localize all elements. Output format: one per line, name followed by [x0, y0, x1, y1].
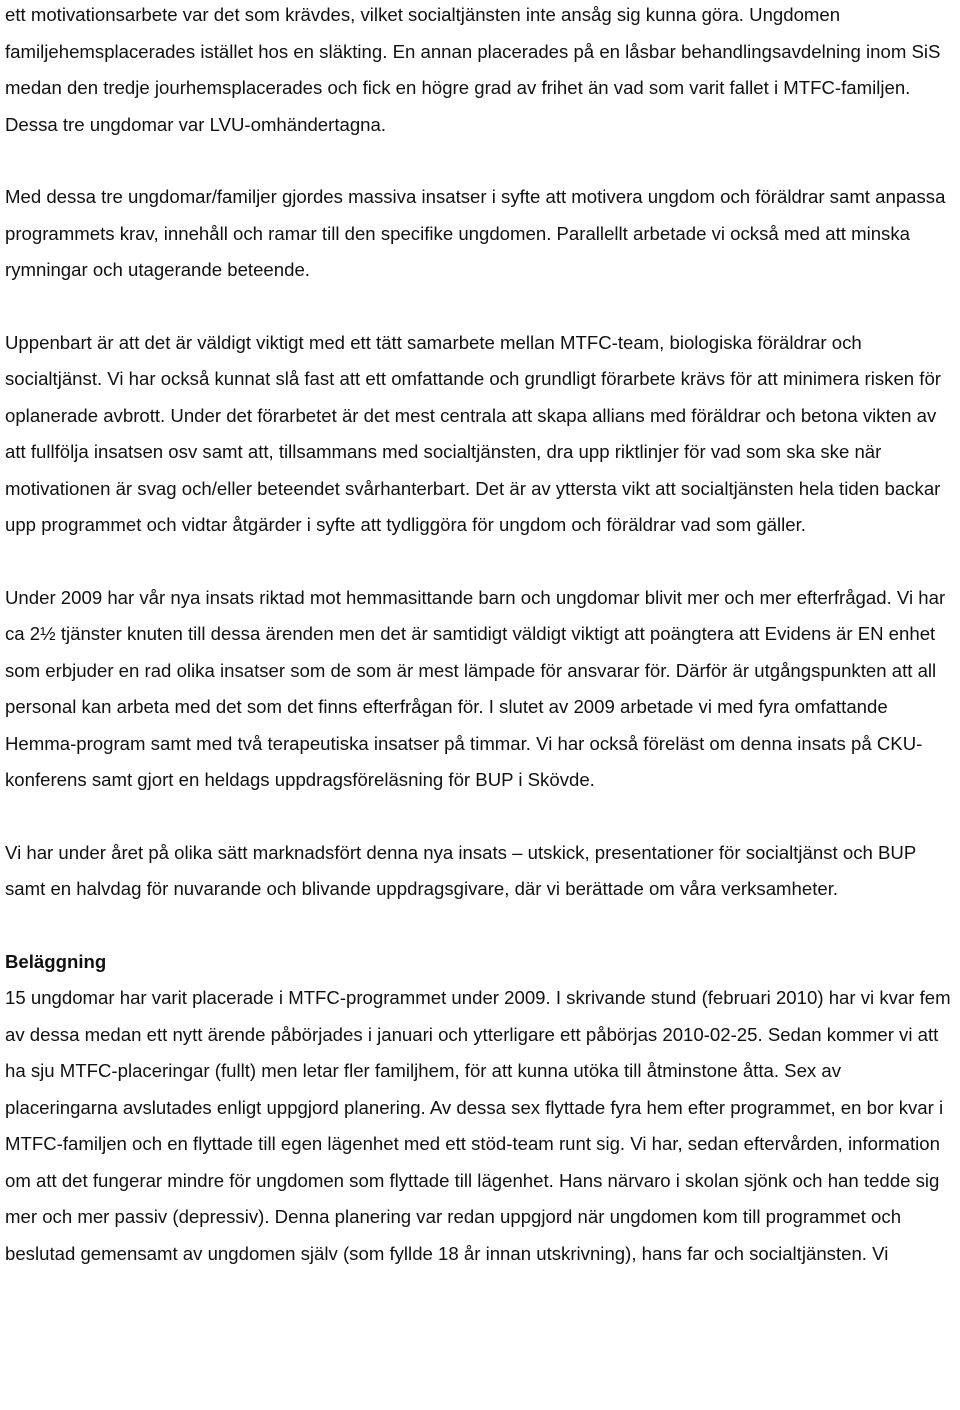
paragraph-cooperation: Uppenbart är att det är väldigt viktigt med ett tätt samarbete mellan MTFC-team, biologiska föräldrar och socialtjänst. Vi har också kunnat slå fast att ett omfattande och grundligt förarbete krävs för att minimera risken för oplanerade avbrott. Under det förarbetet är det mest centrala att skapa allians med föräldrar och betona vikten av att fullfölja insatsen osv samt att, tillsammans med socialtjänsten, dra upp riktlinjer för vad som ska ske när motivationen är svag och/eller beteendet svårhanterbart. Det är av yttersta vikt att socialtjänsten hela tiden backar upp programmet och vidtar åtgärder i syfte att tydliggöra för ungdom och föräldrar vad som gäller. — [5, 331, 941, 535]
paragraph-occupancy: 15 ungdomar har varit placerade i MTFC-programmet under 2009. I skrivande stund (februari 2010) har vi kvar fem av dessa medan ett nytt ärende påbörjades i januari och ytterligare ett påbörjas 2010-02-25. Sedan kommer vi att ha sju MTFC-placeringar (fullt) men letar fler familjhem, för att kunna utöka till åtminstone åtta. Sex av placeringarna avslutades enligt uppgjord planering. Av dessa sex flyttade fyra hem efter programmet, en bor kvar i MTFC-familjen och en flyttade till egen lägenhet med ett stöd-team runt sig. Vi har, sedan eftervården, information om att det fungerar mindre för ungdomen som flyttade till lägenhet. Hans närvaro i skolan sjönk och han tedde sig mer och mer passiv (depressiv). Denna planering var redan uppgjord när ungdomen kom till programmet och beslutad gemensamt av ungdomen själv (som fyllde 18 år innan utskrivning), hans far och socialtjänsten. Vi — [5, 987, 951, 1264]
paragraph-marketing: Vi har under året på olika sätt marknadsfört denna nya insats – utskick, presentationer för socialtjänst och BUP samt en halvdag för nuvarande och blivande uppdragsgivare, där vi berättade om våra verksamheter. — [5, 841, 916, 899]
paragraph-interventions: Med dessa tre ungdomar/familjer gjordes massiva insatser i syfte att motivera ungdom och föräldrar samt anpassa programmets krav, innehåll och ramar till den specifike ungdomen. Parallellt arbetade vi också med att minska rymningar och utagerande beteende. — [5, 186, 946, 280]
document-page — [5, 0, 957, 1308]
section-heading: Beläggning — [5, 950, 107, 972]
paragraph-placements: ett motivationsarbete var det som krävdes, vilket socialtjänsten inte ansåg sig kunna göra. Ungdomen familjehemsplacerades istället hos en släkting. En annan placerades på en låsbar behandlingsavdelning inom SiS medan den tredje jourhemsplacerades och fick en högre grad av frihet än vad som varit fallet i MTFC-familjen. Dessa tre ungdomar var LVU-omhändertagna. — [5, 4, 941, 135]
paragraph-home-program: Under 2009 har vår nya insats riktad mot hemmasittande barn och ungdomar blivit mer och mer efterfrågad. Vi har ca 2½ tjänster knuten till dessa ärenden men det är samtidigt väldigt viktigt att poängtera att Evidens är EN enhet som erbjuder en rad olika insatser som de som är mest lämpade för ansvarar för. Därför är utgångspunkten att all personal kan arbeta med det som det finns efterfrågan för. I slutet av 2009 arbetade vi med fyra omfattande Hemma-program samt med två terapeutiska insatser på timmar. Vi har också föreläst om denna insats på CKU-konferens samt gjort en heldags uppdragsföreläsning för BUP i Skövde. — [5, 586, 946, 790]
